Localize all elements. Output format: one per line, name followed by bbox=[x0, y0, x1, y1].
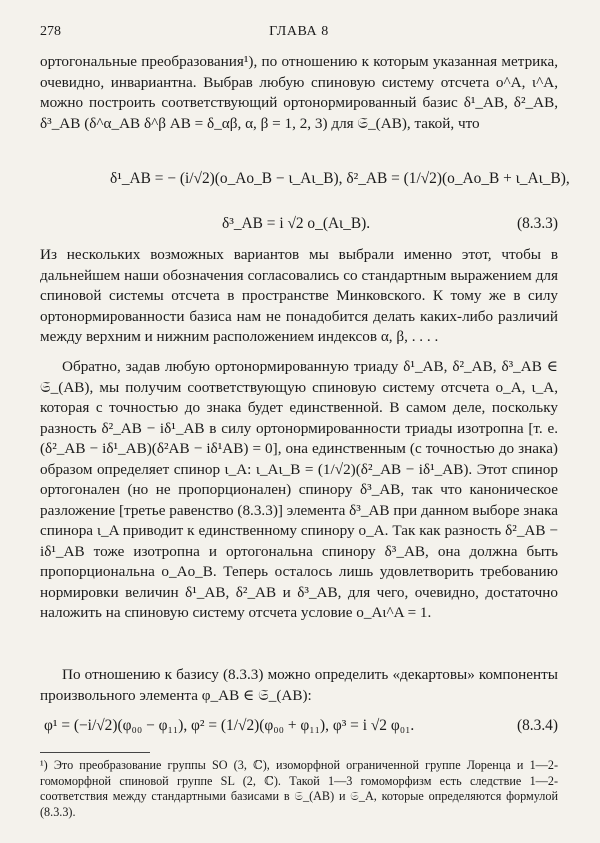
equation-8-3-3-line-2: δ³_AB = i √2 o_(Aι_B). bbox=[222, 215, 371, 232]
paragraph-4: По отношению к базису (8.3.3) можно определить «декартовы» компоненты произвольного элемента φ_AB ∈ 𝔖_(AB): bbox=[40, 666, 558, 704]
equation-number-8-3-4: (8.3.4) bbox=[516, 717, 558, 734]
footnote-rule bbox=[40, 752, 150, 753]
page-header bbox=[40, 24, 558, 44]
page-number: 278 bbox=[40, 24, 61, 39]
equation-8-3-4: φ¹ = (−i/√2)(φ₀₀ − φ₁₁), φ² = (1/√2)(φ₀₀ + φ₁₁), φ³ = i √2 φ₀₁. bbox=[44, 717, 415, 734]
equation-8-3-3-line-1: δ¹_AB = − (i/√2)(o_Ao_B − ι_Aι_B), δ²_AB = (1/√2)(o_Ao_B + ι_Aι_B), bbox=[110, 170, 570, 187]
paragraph-3: Обратно, задав любую ортонормированную триаду δ¹_AB, δ²_AB, δ³_AB ∈ 𝔖_(AB), мы получим соответствующую спиновую систему отсчета o_A, ι_A, которая с точностью до знака будет единственной. В самом деле, поскольку разность δ²_AB − iδ¹_AB в силу ортонормированности триады изотропна [т. е. (δ²_AB − iδ¹_AB)(δ²AB − iδ¹AB) = 0], она единственным (с точностью до знака) образом определяет спинор ι_A: ι_Aι_B = (1/√2)(δ²_AB − iδ¹_AB). Этот спинор ортогонален (но не пропорционален) спинору δ³_AB, так что каноническое разложение [третье равенство (8.3.3)] элемента δ³_AB при данном выборе знака спинора ι_A приводит к единственному спинору o_A. Так как разность δ²_AB − iδ¹_AB тоже изотропна и ортогональна спинору δ³_AB, она должна быть пропорциональна o_Ao_B. Теперь осталось лишь удовлетворить требованию нормировки величин δ¹_AB, δ²_AB и δ³_AB, для чего, очевидно, достаточно наложить на спиновую систему отсчета условие o_Aι^A = 1. bbox=[40, 358, 559, 621]
paragraph-1: ортогональные преобразования¹), по отношению к которым указанная метрика, очевидно, инвариантна. Выбрав любую спиновую систему отсчета o^A, ι^A, можно построить соответствующий ортонормированный базис δ¹_AB, δ²_AB, δ³_AB (δ^α_AB δ^β AB = δ_αβ, α, β = 1, 2, 3) для 𝔖_(AB), такой, что bbox=[40, 53, 558, 132]
paragraph-2: Из нескольких возможных вариантов мы выбрали именно этот, чтобы в дальнейшем наши обозначения согласовались со стандартным выражением для спиновой системы отсчета в пространстве Минковского. К тому же в силу ортонормированности базиса нам не понадобится делать каких-либо различий между верхним и нижним расположением индексов α, β, . . . . bbox=[40, 246, 558, 345]
footnote: ¹) Это преобразование группы SO (3, ℂ), изоморфной ограниченной группе Лоренца и 1—2-гомоморфной спиновой группе SL (2, ℂ). Такой 1—3 гомоморфизм есть следствие 1—2-соответствия между стандартными базисами в 𝔖_(AB) и 𝔖_A, которые определяются формулой (8.3.3). bbox=[40, 758, 558, 819]
running-head: ГЛАВА 8 bbox=[269, 24, 329, 39]
equation-number-8-3-3: (8.3.3) bbox=[516, 215, 558, 232]
